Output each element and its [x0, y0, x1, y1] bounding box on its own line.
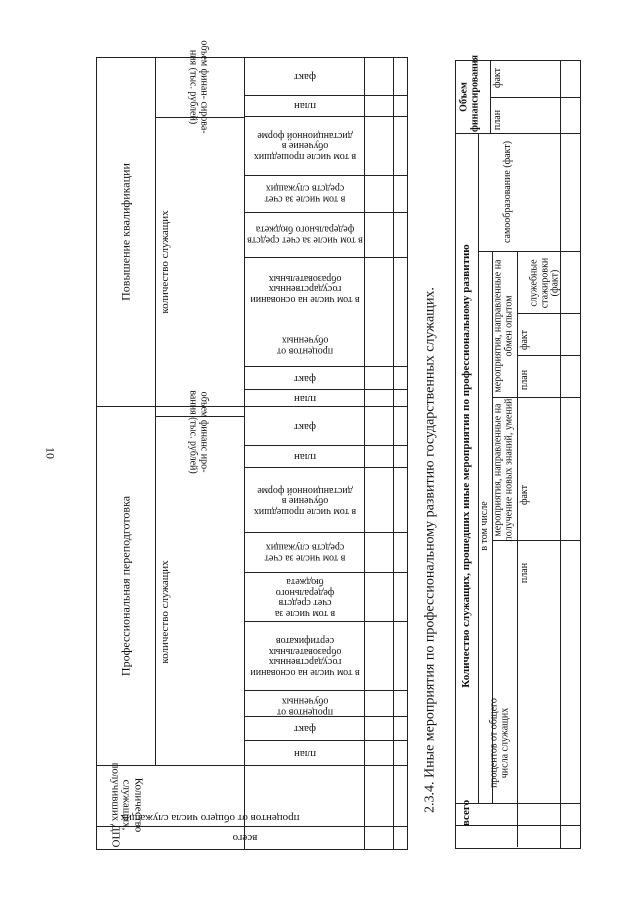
t2-col-new-knowledge: мероприятия, направленные на получение новых знаний, умений [492, 398, 514, 542]
page-number: 10 [43, 447, 58, 459]
t2-col-self-education: самообразование (факт) [501, 140, 513, 244]
t2-exchange-plan: план [518, 369, 530, 391]
qualification-fact: факт [293, 372, 317, 385]
t2-new-fact: факт [518, 484, 530, 506]
t2-header-main: Количество служащих, прошедших иные мероприятия по профессиональному развитию [460, 244, 473, 688]
qualification-funding-fact: факт [293, 70, 317, 83]
col-total-header: всего [232, 831, 258, 844]
retraining-distance: в том числе прошедших обучение в дистанционной форме [253, 484, 357, 517]
qualification-contracts: в том числе на основании государственных образовательных [250, 272, 360, 305]
qualification-federal-budget: в том числе за счет средств федерального бюджета [247, 224, 363, 246]
retraining-certificates: в том числе на основании государственных образовательных сертификатов [250, 635, 360, 678]
col-percent-header: процентов от общего числа служащих [120, 811, 300, 824]
qualification-funding-plan: план [293, 99, 317, 112]
qualification-plan: план [293, 392, 317, 405]
t2-col-including: в том числе [478, 501, 490, 551]
retraining-federal-budget: в том числе за счет средств федерального бюджета [274, 576, 336, 619]
t2-header-funding: Объем финансирования [458, 54, 480, 132]
t2-col-total: всего [460, 799, 473, 827]
group-qualification: Повышение квалификации [118, 163, 133, 301]
col-trained-header: Количество служащих, получивших ДПО [109, 762, 145, 848]
sub-count-retraining: количество служащих [159, 560, 172, 664]
t2-exchange-fact: факт [518, 329, 530, 351]
sub-count-qualification: количество служащих [159, 210, 172, 314]
t2-funding-fact: факт [491, 67, 503, 89]
retraining-funding-plan: план [293, 450, 317, 463]
t2-col-exchange: мероприятия, направленные на обмен опытом [492, 259, 514, 393]
qualification-distance: в том числе прошедших обучение в дистанционной форме [253, 129, 357, 162]
qualification-employer-funds: в том числе за счет средств служащих [264, 183, 346, 205]
retraining-funding-fact: факт [293, 420, 317, 433]
section-heading: 2.3.4. Иные мероприятия по профессиональному развитию государственных служащих. [422, 287, 438, 813]
t2-funding-plan: план [491, 109, 503, 131]
t2-col-percent: процентов от общего числа служащих [488, 698, 510, 788]
retraining-fact: факт [293, 722, 317, 735]
group-retraining: Профессиональная переподготовка [118, 495, 133, 677]
qualification-percent-trained: процентов от обученных [276, 335, 334, 357]
t2-internships: служебные стажировки (факт) [528, 257, 561, 309]
t2-new-plan: план [518, 562, 530, 584]
retraining-plan: план [293, 747, 317, 760]
retraining-percent-trained: процентов от обученных [276, 696, 334, 718]
sub-funding-qualification: объем финан- сирова- ния (тыс. рублей) [188, 40, 210, 134]
retraining-employer-funds: в том числе за счет средств служащих [264, 542, 346, 564]
sub-funding-retraining: объем финанс иро- вания (тыс. рублей) [188, 390, 210, 474]
